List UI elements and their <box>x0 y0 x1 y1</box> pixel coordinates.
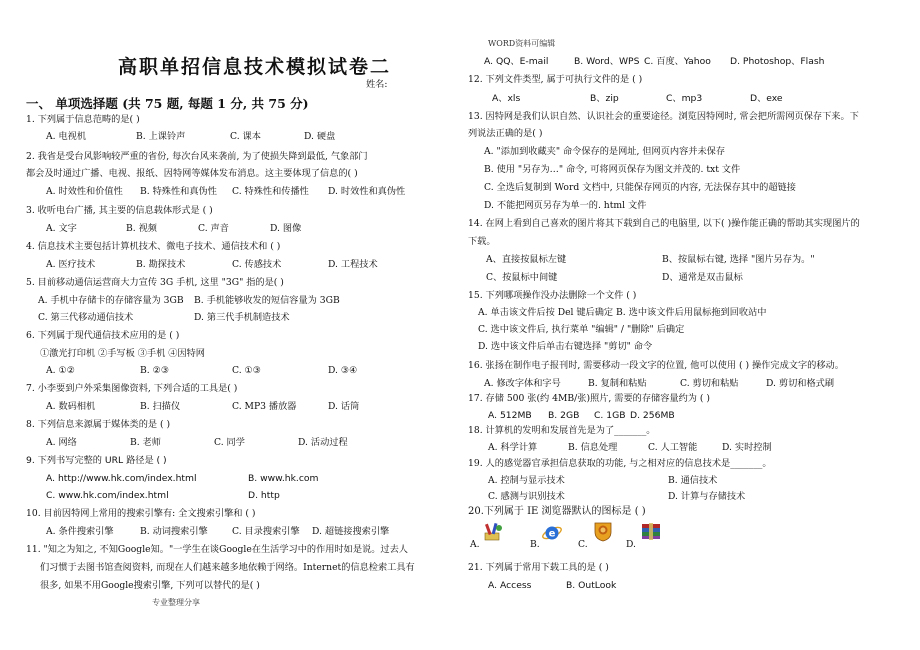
q3-option-a: A. 文字 <box>46 223 77 234</box>
q6-option-d: D. ③④ <box>328 365 358 376</box>
q4-option-b: B. 勘探技术 <box>136 259 186 270</box>
question-5: 5. 目前移动通信运营商大力宣传 3G 手机, 这里 "3G" 指的是( ) <box>26 277 284 288</box>
q15-option-ab: A. 单击该文件后按 Del 键后确定 B. 选中该文件后用鼠标拖到回收站中 <box>478 307 767 318</box>
svg-text:e: e <box>548 528 556 540</box>
q20-option-c-label: C. <box>578 539 588 550</box>
question-11-line2: 们习惯于去图书馆查阅资料, 而现在人们越来越多地依赖于网络。Internet的信息检索工具有 <box>40 562 415 573</box>
q9-option-b: B. www.hk.com <box>248 473 319 484</box>
question-21: 21. 下列属于常用下载工具的是 ( ) <box>468 562 609 573</box>
q4-option-a: A. 医疗技术 <box>46 259 96 270</box>
q19-option-b: B. 通信技术 <box>668 475 718 486</box>
question-14-line2: 下载。 <box>468 236 496 247</box>
q6-option-c: C. ①③ <box>232 365 262 376</box>
q1-option-a: A. 电视机 <box>46 131 87 142</box>
q1-option-b: B. 上课铃声 <box>136 131 186 142</box>
name-label: 姓名: <box>366 79 388 90</box>
question-11-line3: 很多, 如果不用Google搜索引擎, 下列可以替代的是( ) <box>40 580 260 591</box>
question-2-line2: 都会及时通过广播、电视、报纸、因特网等媒体发布消息。这主要体现了信息的( ) <box>26 168 358 179</box>
q11-option-d: D. Photoshop、Flash <box>730 56 825 67</box>
q17-option-b: B. 2GB <box>548 410 580 421</box>
question-3: 3. 收听电台广播, 其主要的信息载体形式是 ( ) <box>26 205 213 216</box>
q16-option-d: D. 剪切和格式刷 <box>766 378 835 389</box>
q19-option-c: C. 感测与识别技术 <box>488 491 565 502</box>
q11-option-c: C. 百度、Yahoo <box>644 56 711 67</box>
q6-items: ①激光打印机 ②手写板 ③手机 ④因特网 <box>40 348 205 359</box>
question-1: 1. 下列属于信息范畴的是( ) <box>26 114 140 125</box>
q4-option-c: C. 传感技术 <box>232 259 282 270</box>
section-heading: 一、 单项选择题 (共 75 题, 每题 1 分, 共 75 分) <box>26 96 309 111</box>
q18-option-d: D. 实时控制 <box>722 442 772 453</box>
q3-option-c: C. 声音 <box>198 223 229 234</box>
q15-option-d: D. 选中该文件后单击右键选择 "剪切" 命令 <box>478 341 653 352</box>
q3-option-b: B. 视频 <box>126 223 157 234</box>
archive-books-icon <box>640 521 662 545</box>
q10-option-a: A. 条件搜索引擎 <box>46 526 114 537</box>
q14-option-c: C、按鼠标中间键 <box>486 272 558 283</box>
question-9: 9. 下列书写完整的 URL 路径是 ( ) <box>26 455 167 466</box>
q2-option-c: C. 特殊性和传播性 <box>232 186 309 197</box>
q12-option-a: A、xls <box>492 93 521 104</box>
q9-option-c: C. www.hk.com/index.html <box>46 490 169 501</box>
q1-option-d: D. 硬盘 <box>304 131 336 142</box>
q21-option-a: A. Access <box>488 580 532 591</box>
q18-option-a: A. 科学计算 <box>488 442 538 453</box>
q8-option-c: C. 同学 <box>214 437 245 448</box>
question-11-line1: 11. "知之为知之, 不知Google知。"一学生在谈Google在生活学习中的作用时如是说。过去人 <box>26 544 408 555</box>
q2-option-d: D. 时效性和真伪性 <box>328 186 406 197</box>
question-7: 7. 小李要到户外采集图像资料, 下列合适的工具是( ) <box>26 383 238 394</box>
question-15: 15. 下列哪项操作没办法删除一个文件 ( ) <box>468 290 637 301</box>
q21-option-b: B. OutLook <box>566 580 617 591</box>
q13-option-d: D. 不能把网页另存为单一的. html 文件 <box>484 200 647 211</box>
question-2-line1: 2. 我省是受台风影响较严重的省份, 每次台风来袭前, 为了使损失降到最低, 气象部门 <box>26 151 368 162</box>
q19-option-d: D. 计算与存储技术 <box>668 491 746 502</box>
q3-option-d: D. 图像 <box>270 223 302 234</box>
q8-option-a: A. 网络 <box>46 437 77 448</box>
question-18: 18. 计算机的发明和发展首先是为了_______。 <box>468 425 656 436</box>
q16-option-c: C. 剪切和粘贴 <box>680 378 739 389</box>
q11-option-a: A. QQ、E-mail <box>484 56 549 67</box>
q8-option-b: B. 老师 <box>130 437 161 448</box>
q5-option-d: D. 第三代手机制造技术 <box>194 312 290 323</box>
q11-option-b: B. Word、WPS <box>574 56 640 67</box>
q8-option-d: D. 活动过程 <box>298 437 348 448</box>
q10-option-c: C. 目录搜索引擎 <box>232 526 300 537</box>
q7-option-b: B. 扫描仪 <box>140 401 181 412</box>
q14-option-b: B、按鼠标右键, 选择 "图片另存为。" <box>662 254 815 265</box>
question-8: 8. 下列信息来源属于媒体类的是 ( ) <box>26 419 171 430</box>
q10-option-d: D. 超链接搜索引擎 <box>312 526 390 537</box>
q5-option-c: C. 第三代移动通信技术 <box>38 312 134 323</box>
page-title: 高职单招信息技术模拟试卷二 <box>118 56 392 78</box>
q2-option-b: B. 特殊性和真伪性 <box>140 186 217 197</box>
question-4: 4. 信息技术主要包括计算机技术、微电子技术、通信技术和 ( ) <box>26 241 281 252</box>
q16-option-a: A. 修改字体和字号 <box>484 378 561 389</box>
question-12: 12. 下列文件类型, 属于可执行文件的是 ( ) <box>468 74 643 85</box>
question-16: 16. 张扬在制作电子报刊时, 需要移动一段文字的位置, 他可以使用 ( ) 操作完成文字的移动。 <box>468 360 844 371</box>
question-6: 6. 下列属于现代通信技术应用的是 ( ) <box>26 330 180 341</box>
q16-option-b: B. 复制和粘贴 <box>588 378 647 389</box>
q9-option-a: A. http://www.hk.com/index.html <box>46 473 197 484</box>
paint-tools-icon <box>482 522 504 546</box>
q5-option-a: A. 手机中存储卡的存储容量为 3GB <box>38 295 184 306</box>
question-17: 17. 存储 500 张(约 4MB/张)照片, 需要的存储容量约为 ( ) <box>468 393 710 404</box>
q10-option-b: B. 动词搜索引擎 <box>140 526 208 537</box>
q7-option-d: D. 话筒 <box>328 401 360 412</box>
q9-option-d: D. http <box>248 490 280 501</box>
q17-option-c: C. 1GB <box>594 410 626 421</box>
q20-option-a-label: A. <box>470 539 480 550</box>
q13-option-b: B. 使用 "另存为…" 命令, 可将网页保存为图文并茂的. txt 文件 <box>484 164 741 175</box>
question-14-line1: 14. 在网上看到自己喜欢的图片将其下载到自己的电脑里, 以下( )操作能正确的帮助其实现图片的 <box>468 218 860 229</box>
q20-option-d-label: D. <box>626 539 636 550</box>
q14-option-d: D、通常是双击鼠标 <box>662 272 743 283</box>
q12-option-c: C、mp3 <box>666 93 703 104</box>
internet-explorer-icon <box>542 523 562 547</box>
question-19: 19. 人的感觉器官承担信息获取的功能, 与之相对应的信息技术是_______。 <box>468 458 772 469</box>
q17-option-d: D. 256MB <box>630 410 675 421</box>
q19-option-a: A. 控制与显示技术 <box>488 475 565 486</box>
q12-option-b: B、zip <box>590 93 619 104</box>
q6-option-b: B. ②③ <box>140 365 170 376</box>
question-20: 20.下列属于 IE 浏览器默认的图标是 ( ) <box>468 506 646 517</box>
q13-option-a: A. "添加到收藏夹" 命令保存的是网址, 但网页内容并未保存 <box>484 146 726 157</box>
q4-option-d: D. 工程技术 <box>328 259 378 270</box>
page-footer: 专业整理分享 <box>152 598 200 607</box>
q15-option-c: C. 选中该文件后, 执行菜单 "编辑" / "删除" 后确定 <box>478 324 685 335</box>
q5-option-b: B. 手机能够收发的短信容量为 3GB <box>194 295 340 306</box>
question-13-line1: 13. 因特网是我们认识自然、认识社会的重要途径。浏览因特网时, 常会把所需网页保存下来。下 <box>468 111 859 122</box>
page-header: WORD资料可编辑 <box>488 39 556 48</box>
q13-option-c: C. 全选后复制到 Word 文档中, 只能保存网页的内容, 无法保存其中的超链接 <box>484 182 796 193</box>
question-13-line2: 列说法正确的是( ) <box>468 128 543 139</box>
q7-option-c: C. MP3 播放器 <box>232 401 297 412</box>
q6-option-a: A. ①② <box>46 365 75 376</box>
q18-option-c: C. 人工智能 <box>648 442 698 453</box>
lion-shield-icon <box>592 520 614 546</box>
q12-option-d: D、exe <box>750 93 783 104</box>
q17-option-a: A. 512MB <box>488 410 532 421</box>
q1-option-c: C. 课本 <box>230 131 261 142</box>
q7-option-a: A. 数码相机 <box>46 401 96 412</box>
q2-option-a: A. 时效性和价值性 <box>46 186 123 197</box>
q20-option-b-label: B. <box>530 539 540 550</box>
q14-option-a: A、直接按鼠标左键 <box>486 254 567 265</box>
q18-option-b: B. 信息处理 <box>568 442 618 453</box>
question-10: 10. 目前因特网上常用的搜索引擎有: 全文搜索引擎和 ( ) <box>26 508 256 519</box>
